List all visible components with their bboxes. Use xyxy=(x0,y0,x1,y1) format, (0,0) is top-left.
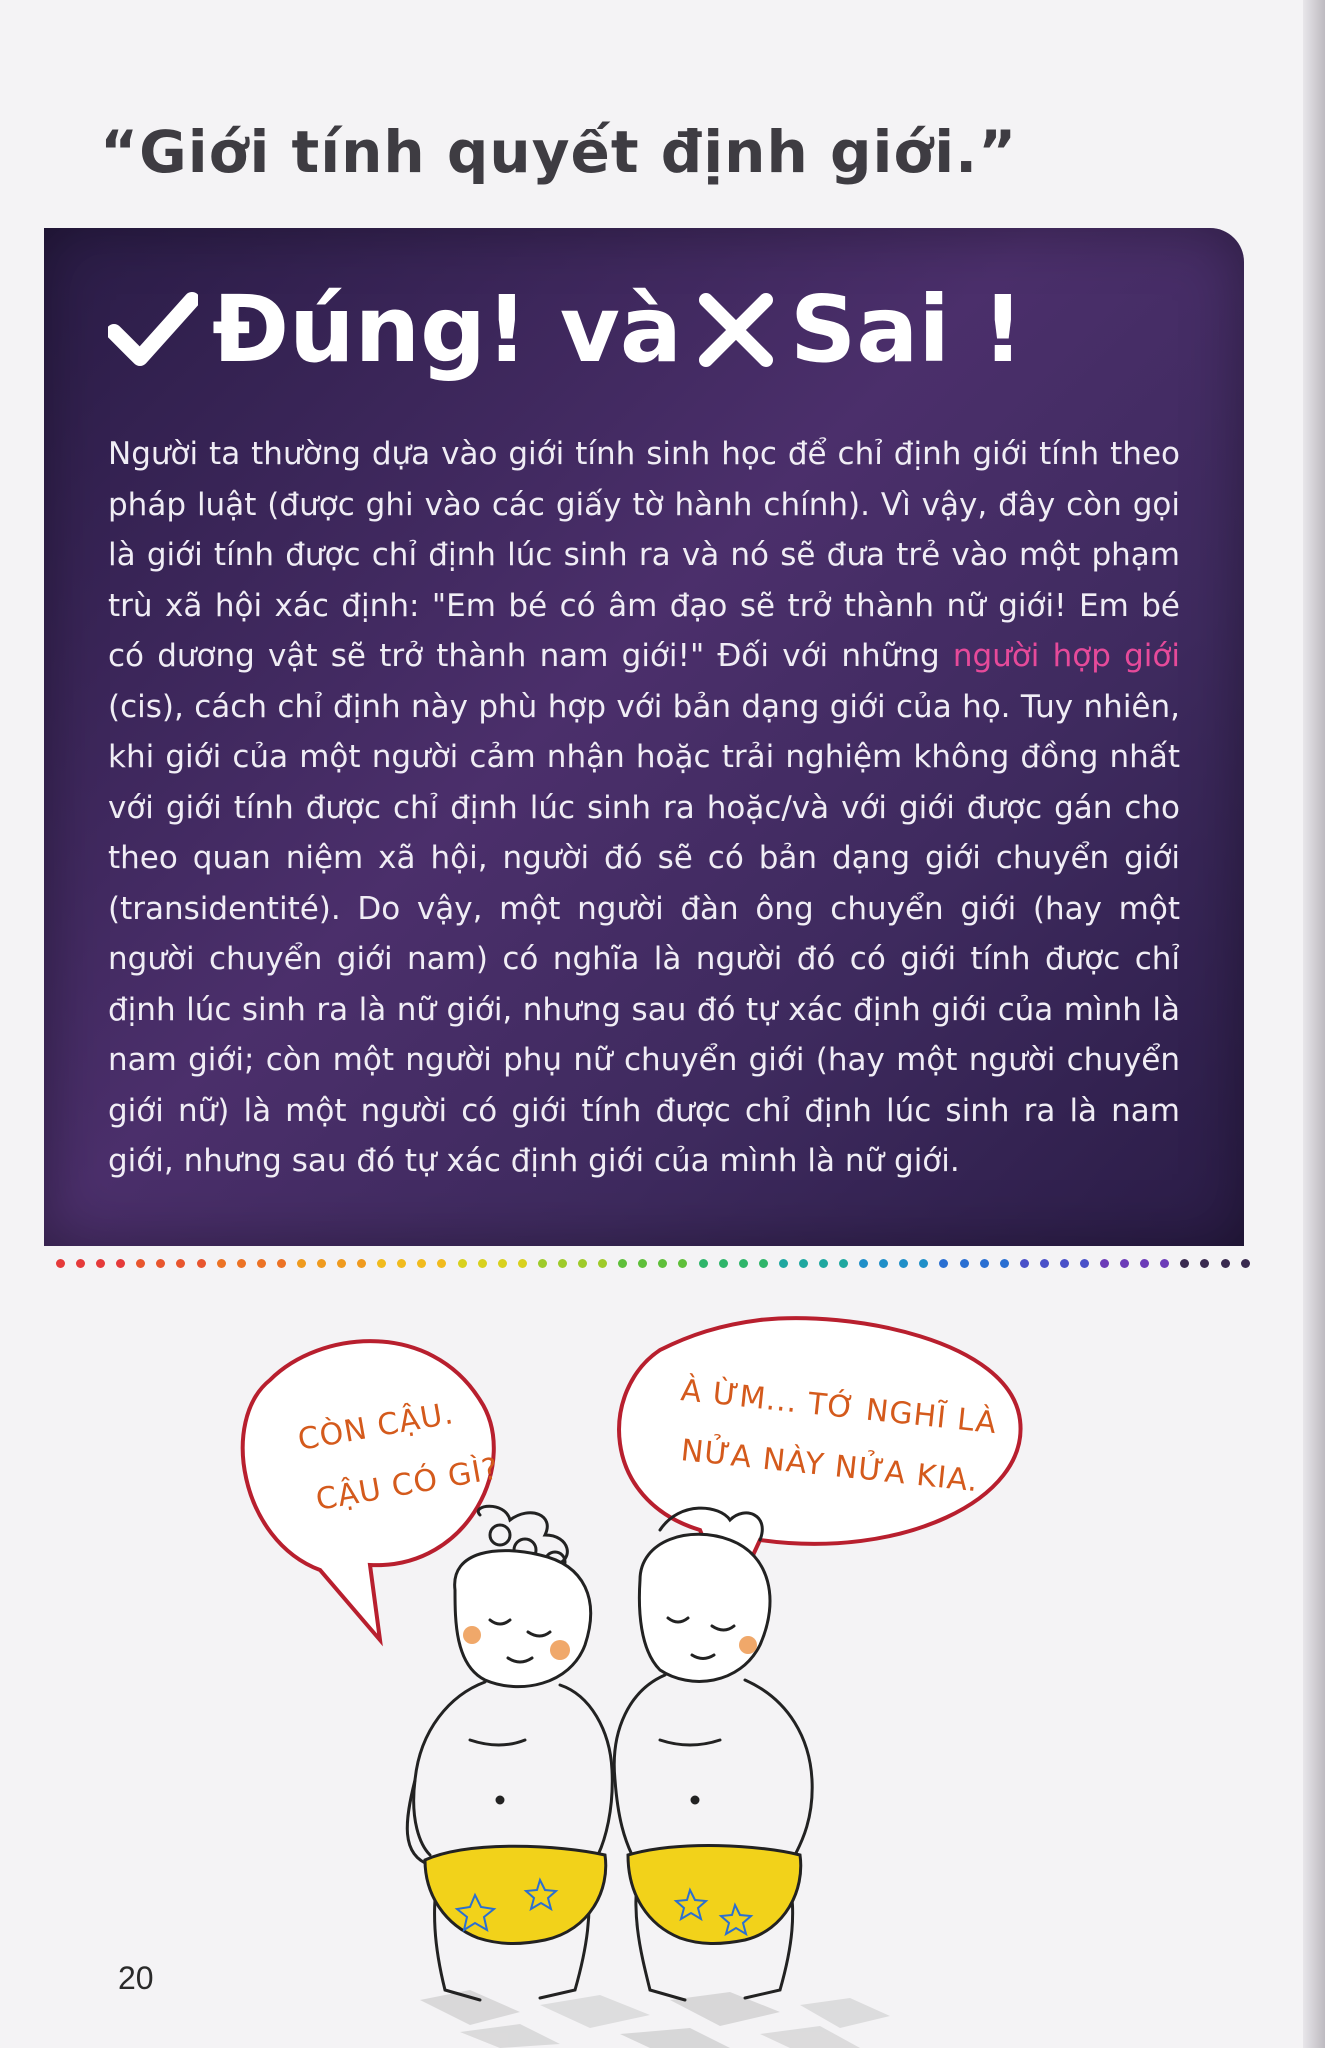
divider-dot xyxy=(116,1259,125,1268)
divider-dot xyxy=(658,1259,667,1268)
divider-dot xyxy=(197,1259,206,1268)
divider-dot xyxy=(699,1259,708,1268)
cross-icon xyxy=(696,290,776,370)
divider-dot xyxy=(498,1259,507,1268)
divider-dot xyxy=(1180,1259,1189,1268)
divider-dot xyxy=(719,1259,728,1268)
divider-dot xyxy=(458,1259,467,1268)
divider-dot xyxy=(1140,1259,1149,1268)
divider-dot xyxy=(297,1259,306,1268)
title-correct-text: Đúng! và xyxy=(212,276,682,383)
divider-dot xyxy=(1020,1259,1029,1268)
divider-dot xyxy=(799,1259,808,1268)
divider-dot xyxy=(1080,1259,1089,1268)
divider-dot xyxy=(56,1259,65,1268)
paragraph-part-1: Người ta thường dựa vào giới tính sinh học để chỉ định giới tính theo pháp luật (được ghi vào các giấy tờ hành chính). Vì vậy, đây còn gọi là giới tính được chỉ định lúc sinh ra và nó sẽ đưa trẻ vào một phạm trù xã hội xác định: "Em bé có âm đạo sẽ trở thành nữ giới! Em bé có dương vật sẽ trở thành nam giới!" Đối với những xyxy=(108,436,1180,674)
divider-dot xyxy=(397,1259,406,1268)
divider-dot xyxy=(337,1259,346,1268)
divider-dot xyxy=(437,1259,446,1268)
divider-dot xyxy=(1040,1259,1049,1268)
divider-dot xyxy=(217,1259,226,1268)
divider-dot xyxy=(518,1259,527,1268)
divider-dot xyxy=(357,1259,366,1268)
true-false-box xyxy=(44,228,1244,1246)
divider-dot xyxy=(136,1259,145,1268)
left-child-diaper xyxy=(425,1846,606,1943)
divider-dot xyxy=(277,1259,286,1268)
rainbow-dot-divider xyxy=(56,1256,1250,1270)
divider-dot xyxy=(377,1259,386,1268)
right-bubble-line-2: NỬA NÀY NỬA KIA. xyxy=(679,1433,981,1500)
right-child-diaper xyxy=(628,1846,801,1944)
divider-dot xyxy=(939,1259,948,1268)
divider-dot xyxy=(618,1259,627,1268)
divider-dot xyxy=(839,1259,848,1268)
divider-dot xyxy=(1100,1259,1109,1268)
divider-dot xyxy=(819,1259,828,1268)
divider-dot xyxy=(859,1259,868,1268)
divider-dot xyxy=(1060,1259,1069,1268)
divider-dot xyxy=(1200,1259,1209,1268)
page-number: 20 xyxy=(118,1960,154,1996)
divider-dot xyxy=(538,1259,547,1268)
divider-dot xyxy=(598,1259,607,1268)
right-bubble-line-1: À ỪM... TỚ NGHĨ LÀ xyxy=(679,1373,999,1442)
children-illustration xyxy=(0,1300,1325,2048)
divider-dot xyxy=(96,1259,105,1268)
divider-dot xyxy=(478,1259,487,1268)
paragraph-part-2: (cis), cách chỉ định này phù hợp với bản dạng giới của họ. Tuy nhiên, khi giới của một người cảm nhận hoặc trải nghiệm không đồng nhất với giới tính được chỉ định lúc sinh ra hoặc/và với giới được gán cho theo quan niệm xã hội, người đó sẽ có bản dạng giới chuyển giới (transidentité). Do vậy, một người đàn ông chuyển giới (hay một người chuyển giới nam) có nghĩa là người đó có giới tính được chỉ định lúc sinh ra là nữ giới, nhưng sau đó tự xác định giới của mình là nam giới; còn một người phụ nữ chuyển giới (hay một người chuyển giới nữ) là một người có giới tính được chỉ định lúc sinh ra là nam giới, nhưng sau đó tự xác định giới của mình là nữ giới. xyxy=(108,688,1180,1179)
divider-dot xyxy=(1120,1259,1129,1268)
floor-tiles xyxy=(420,1990,890,2048)
divider-dot xyxy=(317,1259,326,1268)
divider-dot xyxy=(1160,1259,1169,1268)
divider-dot xyxy=(558,1259,567,1268)
divider-dot xyxy=(76,1259,85,1268)
divider-dot xyxy=(417,1259,426,1268)
divider-dot xyxy=(1241,1259,1250,1268)
divider-dot xyxy=(1000,1259,1009,1268)
divider-dot xyxy=(237,1259,246,1268)
divider-dot xyxy=(739,1259,748,1268)
divider-dot xyxy=(176,1259,185,1268)
highlight-term: người hợp giới xyxy=(952,638,1180,674)
box-title xyxy=(108,276,1038,383)
divider-dot xyxy=(257,1259,266,1268)
divider-dot xyxy=(879,1259,888,1268)
left-bubble-line-1: CÒN CẬU. xyxy=(295,1396,457,1458)
divider-dot xyxy=(156,1259,165,1268)
divider-dot xyxy=(960,1259,969,1268)
divider-dot xyxy=(1221,1259,1230,1268)
divider-dot xyxy=(759,1259,768,1268)
check-icon xyxy=(108,290,198,370)
divider-dot xyxy=(980,1259,989,1268)
title-wrong-text: Sai ! xyxy=(789,276,1024,383)
divider-dot xyxy=(779,1259,788,1268)
divider-dot xyxy=(678,1259,687,1268)
divider-dot xyxy=(919,1259,928,1268)
divider-dot xyxy=(578,1259,587,1268)
left-bubble-line-2: CẬU CÓ GÌ? xyxy=(313,1451,502,1518)
page-heading: “Giới tính quyết định giới.” xyxy=(100,118,1018,186)
box-paragraph xyxy=(108,429,1180,1187)
divider-dot xyxy=(638,1259,647,1268)
divider-dot xyxy=(899,1259,908,1268)
